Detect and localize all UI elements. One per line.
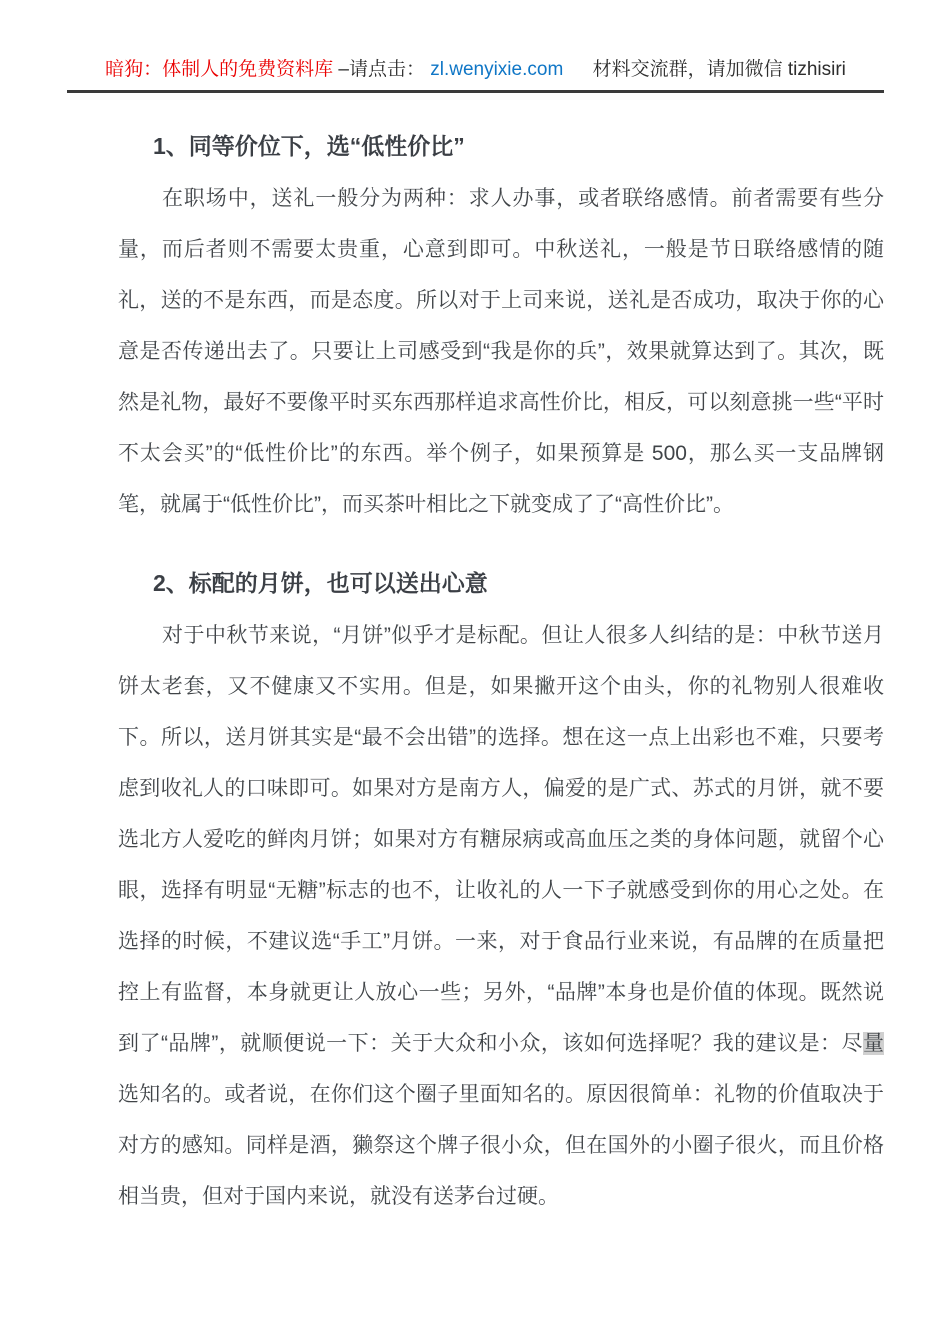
section-heading: 2、标配的月饼，也可以送出心意: [153, 570, 488, 596]
highlighted-text: 量: [863, 1032, 884, 1055]
paragraph: [118, 610, 884, 1222]
page-header: [67, 0, 884, 93]
paragraph-text: 在职场中，送礼一般分为两种：求人办事，或者联络感情。前者需要有些分量，而后者则不需要太贵重，心意到即可。中秋送礼，一般是节日联络感情的随礼，送的不是东西，而是态度。所以对于上司来说，送礼是否成功，取决于你的心意是否传递出去了。只要让上司感受到“我是你的兵”，效果就算达到了。其次，既然是礼物，最好不要像平时买东西那样追求高性价比，相反，可以刻意挑一些“平时不太会买”的“低性价比”的东西。举个例子，如果预算是 500，那么买一支品牌钢笔，就属于“低性价比”，而买茶叶相比之下就变成了了“高性价比”。: [118, 187, 884, 516]
header-note: 材料交流群，请加微信 tizhisiri: [592, 59, 846, 80]
paragraph-text: 对于中秋节来说，“月饼”似乎才是标配。但让人很多人纠结的是：中秋节送月饼太老套，又不健康又不实用。但是，如果撇开这个由头，你的礼物别人很难收下。所以，送月饼其实是“最不会出错”的选择。想在这一点上出彩也不难，只要考虑到收礼人的口味即可。如果对方是南方人，偏爱的是广式、苏式的月饼，就不要选北方人爱吃的鲜肉月饼；如果对方有糖尿病或高血压之类的身体问题，就留个心眼，选择有明显“无糖”标志的也不，让收礼的人一下子就感受到你的用心之处。在选择的时候，不建议选“手工”月饼。一来，对于食品行业来说，有品牌的在质量把控上有监督，本身就更让人放心一些；另外，“品牌”本身也是价值的体现。既然说到了“品牌”，就顺便说一下：关于大众和小众，该如何选择呢？我的建议是：尽: [118, 624, 884, 1055]
header-line: [67, 57, 884, 83]
header-link[interactable]: zl.wenyixie.com: [430, 59, 564, 80]
paragraph-text: 选知名的。或者说，在你们这个圈子里面知名的。原因很简单：礼物的价值取决于对方的感知。同样是酒，獭祭这个牌子很小众，但在国外的小圈子很火，而且价格相当贵，但对于国内来说，就没有送茅台过硬。: [118, 1083, 884, 1208]
paragraph: [118, 173, 884, 530]
article-body: [118, 131, 884, 1222]
section-heading: 1、同等价位下，选“低性价比”: [153, 133, 465, 159]
header-click-label: –请点击：: [338, 59, 425, 80]
header-brand: 暗狗：体制人的免费资料库: [105, 59, 334, 80]
